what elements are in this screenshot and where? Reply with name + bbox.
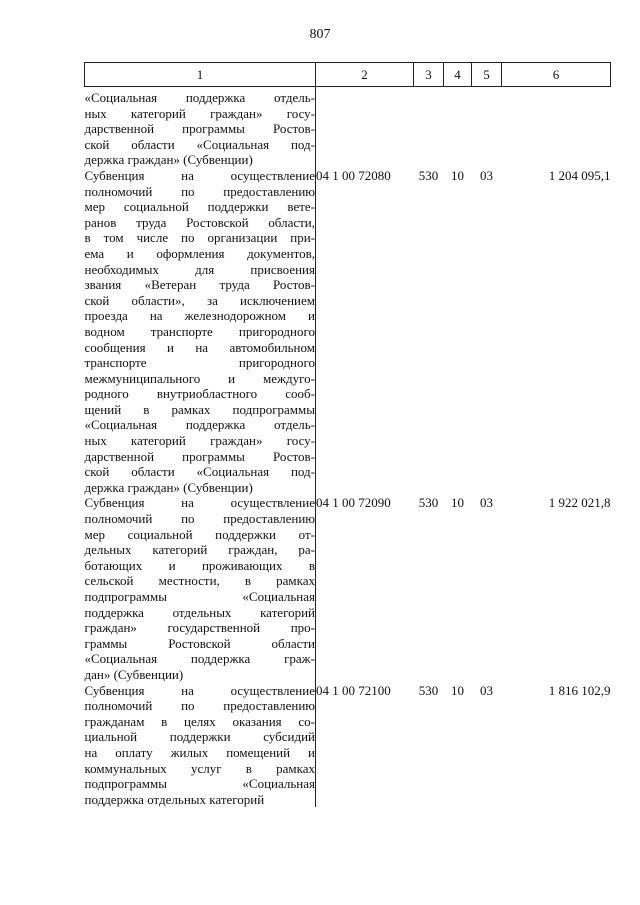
description-line: поддержка отдельных категорий	[84, 604, 315, 620]
row-amount: 1 204 095,1	[548, 167, 611, 183]
description-line: «Социальная поддержка отдель-	[84, 90, 315, 105]
table-row-continuation	[85, 87, 611, 168]
description-line: граммы Ростовской области	[84, 635, 315, 651]
description-line: Субвенция на осуществление	[84, 495, 315, 511]
column-header-2: 2	[316, 63, 414, 87]
row-description	[85, 495, 316, 682]
description-line: в том числе по организации при-	[84, 230, 315, 246]
description-line: полномочий по предоставлению	[84, 698, 315, 714]
description-line: ской области «Социальная под-	[84, 136, 315, 152]
description-line: подпрограммы «Социальная	[84, 589, 315, 604]
description-line: подпрограммы «Социальная	[84, 776, 315, 792]
row-target-article-code: 04 1 00 72100	[316, 682, 391, 698]
description-line: полномочий по предоставлению	[84, 511, 315, 527]
description-line: Субвенция на осуществление	[84, 682, 315, 698]
description-line: Субвенция на осуществление	[84, 167, 315, 183]
description-line: ных категорий граждан» госу-	[84, 105, 315, 121]
description-line: сообщения и на автомобильном	[84, 339, 315, 355]
description-line: дарственной программы Ростов-	[84, 121, 315, 137]
description-line: дан» (Субвенции)	[84, 666, 184, 682]
description-line: держка граждан» (Субвенции)	[84, 152, 253, 168]
description-line: ных категорий граждан» госу-	[84, 433, 315, 449]
description-line: циальной поддержки субсидий	[84, 729, 315, 745]
description-line: водном транспорте пригородного	[84, 323, 315, 339]
column-header-5: 5	[472, 63, 502, 87]
row-subsection: 03	[480, 495, 493, 511]
row-target-article-code: 04 1 00 72080	[316, 167, 391, 183]
description-line: держка граждан» (Субвенции)	[84, 479, 253, 495]
row-target-article-code: 04 1 00 72090	[316, 495, 391, 511]
page-number: 807	[309, 27, 331, 42]
column-header-4: 4	[444, 63, 472, 87]
row-subsection: 03	[480, 682, 493, 698]
row-section: 10	[451, 167, 464, 183]
description-line: ранов труда Ростовской области,	[84, 214, 315, 230]
description-line: гражданам в целях оказания со-	[84, 713, 315, 729]
description-line: ской области», за исключением	[84, 292, 315, 308]
description-line: межмуниципального и междуго-	[84, 370, 315, 386]
column-header-3: 3	[414, 63, 444, 87]
description-line: щений в рамках подпрограммы	[84, 401, 315, 417]
description-line: на оплату жилых помещений и	[84, 744, 315, 760]
row-section: 10	[451, 682, 464, 698]
row-section: 10	[451, 495, 464, 511]
row-amount: 1 816 102,9	[548, 682, 611, 698]
table-row	[85, 495, 611, 682]
row-expense-type: 530	[418, 682, 439, 698]
description-line: «Социальная поддержка граж-	[84, 651, 315, 667]
row-description	[85, 683, 316, 808]
description-line: родного внутриобластного сооб-	[84, 386, 315, 402]
description-line: полномочий по предоставлению	[84, 183, 315, 199]
description-line: сельской местности, в рамках	[84, 573, 315, 589]
row-subsection: 03	[480, 167, 493, 183]
description-line: мер социальной поддержки вете-	[84, 199, 315, 215]
row-description	[85, 87, 316, 168]
table-row	[85, 683, 611, 808]
description-line: мер социальной поддержки от-	[84, 526, 315, 542]
description-line: поддержка отдельных категорий	[84, 791, 265, 807]
row-expense-type: 530	[418, 167, 439, 183]
description-line: необходимых для присвоения	[84, 261, 315, 277]
description-line: ема и оформления документов,	[84, 245, 315, 261]
description-line: «Социальная поддержка отдель-	[84, 417, 315, 433]
column-header-6: 6	[502, 63, 611, 87]
description-line: ботающих и проживающих в	[84, 557, 315, 573]
row-description	[85, 168, 316, 495]
row-expense-type: 530	[418, 495, 439, 511]
description-line: проезда на железнодорожном и	[84, 308, 315, 324]
description-line: ской области «Социальная под-	[84, 464, 315, 480]
description-line: граждан» государственной про-	[84, 620, 315, 636]
column-header-1: 1	[85, 63, 316, 87]
description-line: дарственной программы Ростов-	[84, 448, 315, 464]
table-row	[85, 168, 611, 495]
description-line: дельных категорий граждан, ра-	[84, 542, 315, 558]
description-line: транспорте пригородного	[84, 355, 315, 371]
table-header-row	[85, 63, 611, 87]
row-amount: 1 922 021,8	[548, 495, 611, 511]
description-line: звания «Ветеран труда Ростов-	[84, 277, 315, 293]
description-line: коммунальных услуг в рамках	[84, 760, 315, 776]
budget-table	[84, 62, 611, 807]
